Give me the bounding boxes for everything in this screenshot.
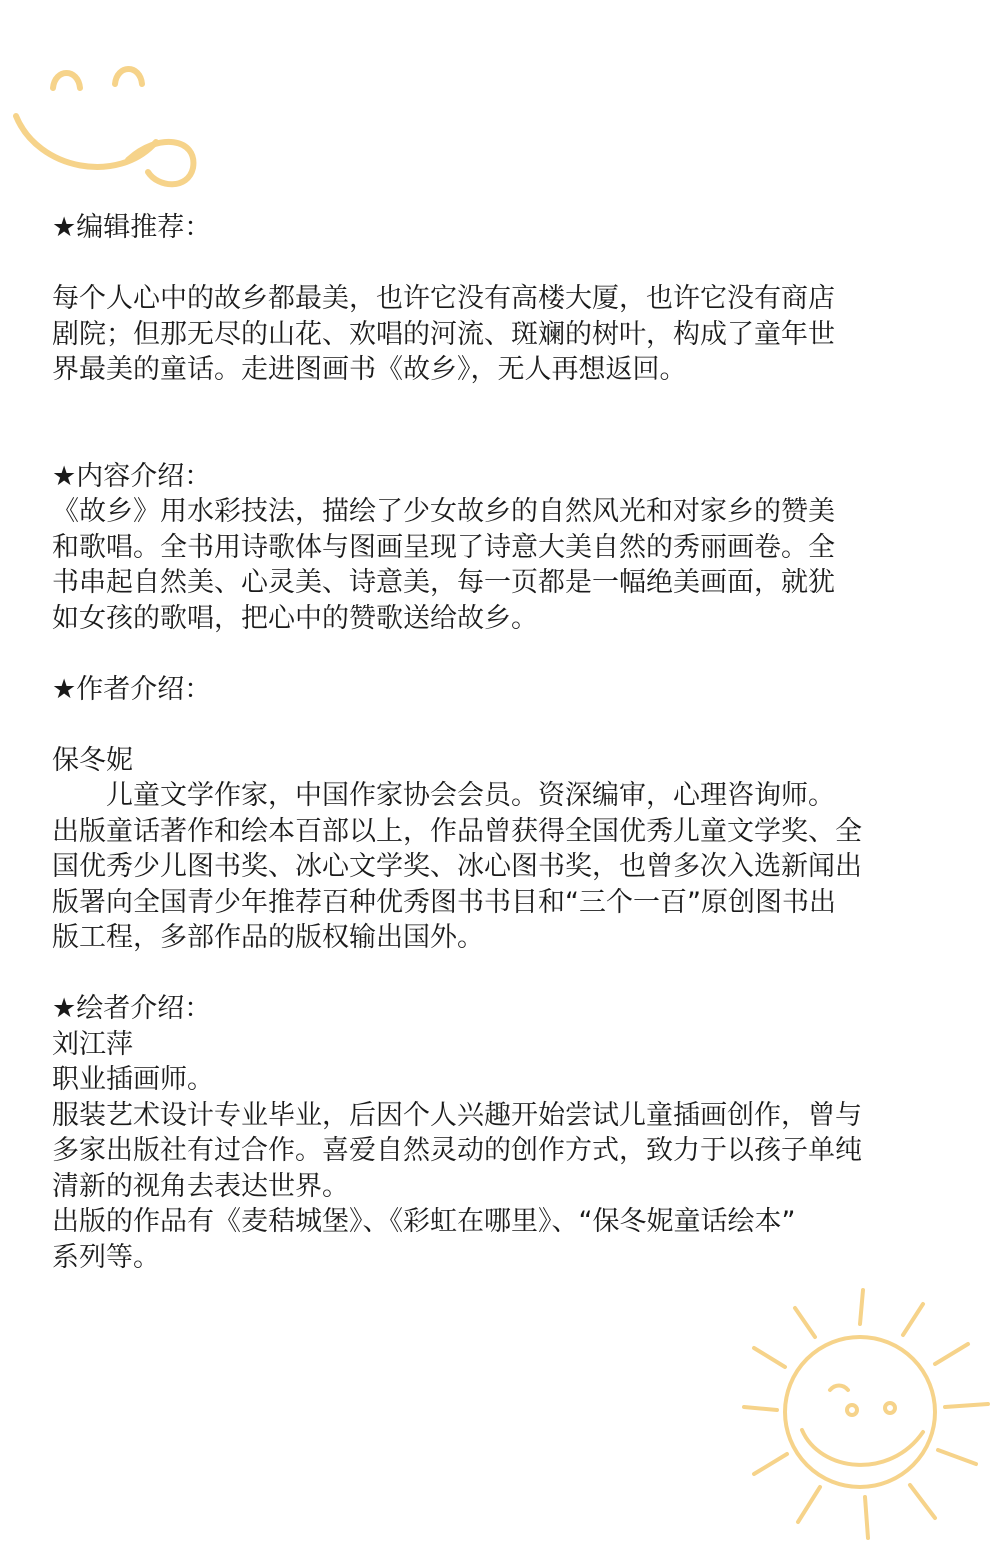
- author-name: 保冬妮: [52, 744, 133, 776]
- author-intro-section: [52, 672, 957, 956]
- paragraph-line: 职业插画师。: [52, 1064, 214, 1095]
- paragraph-line: 和歌唱。全书用诗歌体与图画呈现了诗意大美自然的秀丽画卷。全: [52, 531, 835, 563]
- paragraph-line: 多家出版社有过合作。喜爱自然灵动的创作方式，致力于以孩子单纯: [52, 1135, 862, 1166]
- paragraph-line: 服装艺术设计专业毕业，后因个人兴趣开始尝试儿童插画创作，曾与: [52, 1099, 862, 1131]
- editor-recommendation-heading: ★编辑推荐：: [52, 212, 212, 243]
- paragraph-line: 版工程，多部作品的版权输出国外。: [52, 922, 484, 953]
- author-intro-heading: ★作者介绍：: [52, 673, 212, 705]
- paragraph-line: 出版童话著作和绘本百部以上，作品曾获得全国优秀儿童文学奖、全: [52, 815, 862, 847]
- paragraph-line: 每个人心中的故乡都最美，也许它没有高楼大厦，也许它没有商店: [52, 283, 835, 314]
- smiley-face-icon: [8, 60, 203, 195]
- paragraph-line: 《故乡》用水彩技法，描绘了少女故乡的自然风光和对家乡的赞美: [52, 496, 835, 527]
- content-intro-section: [52, 459, 957, 637]
- paragraph-line: 界最美的童话。走进图画书《故乡》，无人再想返回。: [52, 354, 687, 385]
- paragraph-line: 如女孩的歌唱，把心中的赞歌送给故乡。: [52, 602, 538, 634]
- paragraph-line: 书串起自然美、心灵美、诗意美，每一页都是一幅绝美画面，就犹: [52, 567, 835, 598]
- paragraph-line: 出版的作品有《麦秸城堡》、《彩虹在哪里》、“保冬妮童话绘本”: [52, 1206, 796, 1237]
- paragraph-line: 清新的视角去表达世界。: [52, 1170, 349, 1202]
- paragraph-line: 剧院；但那无尽的山花、欢唱的河流、斑斓的树叶，构成了童年世: [52, 318, 835, 350]
- sun-icon: [740, 1282, 1000, 1544]
- editor-recommendation-section: [52, 210, 957, 388]
- paragraph-line: 国优秀少儿图书奖、冰心文学奖、冰心图书奖，也曾多次入选新闻出: [52, 851, 862, 882]
- paragraph-line: 系列等。: [52, 1241, 160, 1273]
- paragraph-line: 版署向全国青少年推荐百种优秀图书书目和“三个一百”原创图书出: [52, 886, 836, 918]
- document-body: [52, 210, 957, 1275]
- illustrator-name: 刘江萍: [52, 1028, 133, 1060]
- content-intro-heading: ★内容介绍：: [52, 460, 212, 492]
- illustrator-intro-section: [52, 991, 957, 1275]
- illustrator-intro-heading: ★绘者介绍：: [52, 993, 212, 1024]
- paragraph-line: 儿童文学作家，中国作家协会会员。资深编审，心理咨询师。: [106, 780, 835, 811]
